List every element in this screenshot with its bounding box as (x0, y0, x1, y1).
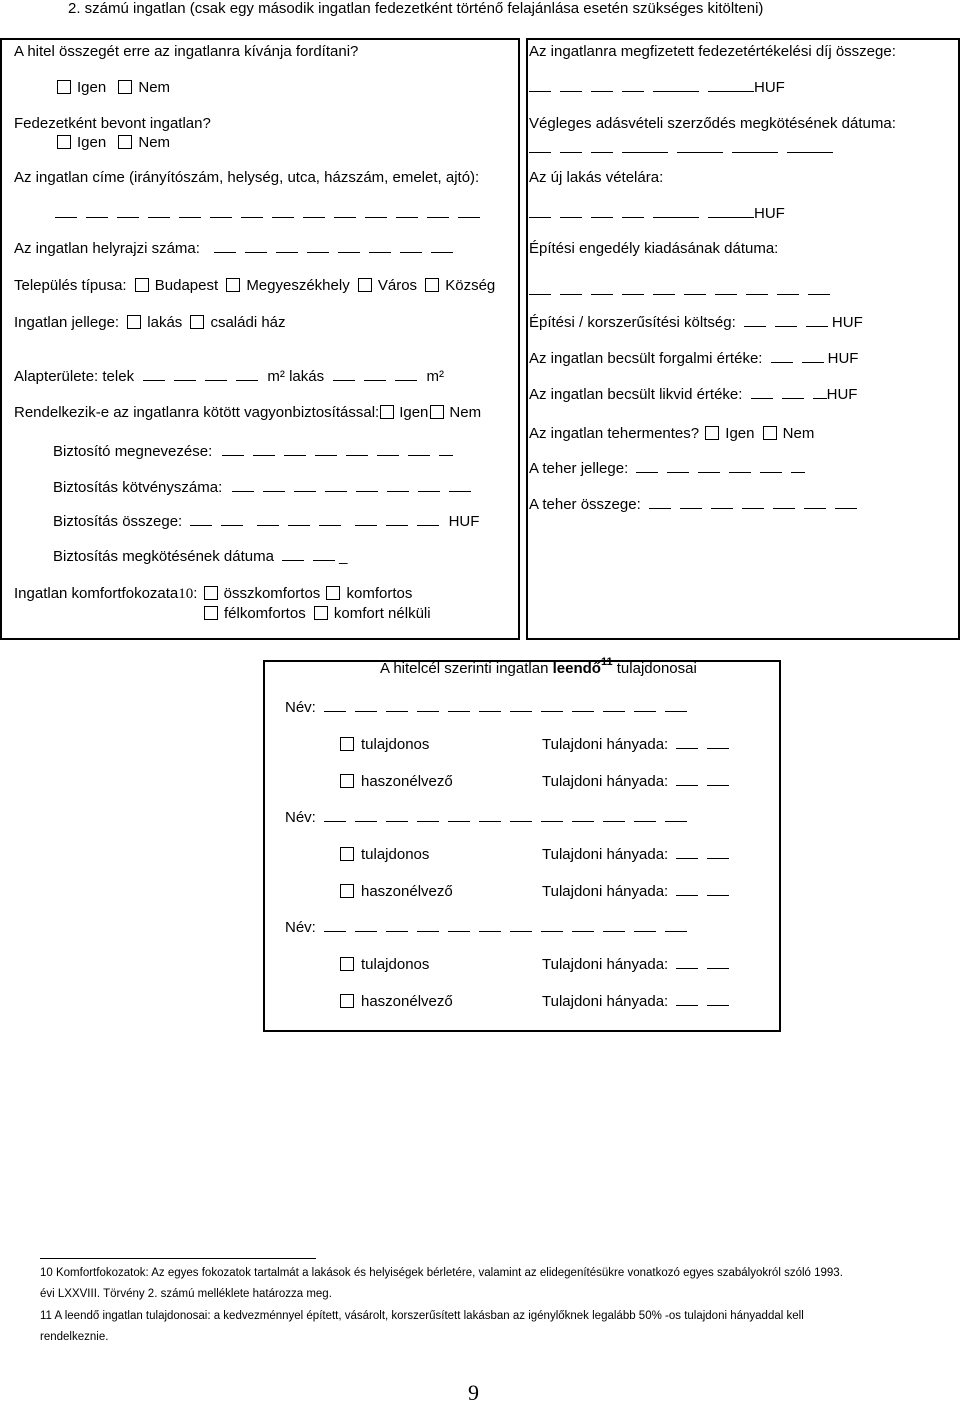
footnote-11-line1: 11 A leendő ingatlan tulajdonosai: a kedvezménnyel épített, vásárolt, korszerűsített lakásban az igénylőknek legalább 50% -os tulajdoni hányaddal kell (40, 1310, 804, 1322)
haszonelvezo-checkbox[interactable] (340, 884, 354, 898)
loan-use-question: A hitel összegét erre az ingatlanra kívánja fordítani? (14, 43, 359, 60)
share-row (542, 736, 738, 753)
igen-checkbox[interactable] (380, 405, 394, 419)
haszonelvezo-label: haszonélvező (361, 883, 453, 900)
collateral-options (57, 134, 170, 151)
ins-date-tail: _ (339, 548, 348, 565)
liquid-value-label: Az ingatlan becsült likvid értéke: (529, 386, 743, 403)
varos-label: Város (377, 277, 418, 294)
comfort-row (14, 585, 412, 603)
market-value-row (529, 350, 858, 367)
permit-date-label: Építési engedély kiadásának dátuma: (529, 240, 779, 257)
lot-number-text: Az ingatlan helyrajzi száma: (14, 240, 200, 257)
burden-amount-label: A teher összege: (529, 496, 641, 513)
settlement-type-row (14, 277, 495, 294)
csaladi-haz-checkbox[interactable] (190, 315, 204, 329)
burden-type-label: A teher jellege: (529, 460, 629, 477)
policy-row (53, 479, 480, 496)
loan-use-options (57, 79, 170, 96)
share-row (542, 773, 738, 790)
igen-label: Igen (77, 79, 107, 96)
valuation-fee-label: Az ingatlanra megfizetett fedezetértékelési díj összege: (529, 43, 896, 60)
m2-label: m² (426, 368, 444, 385)
policy-label: Biztosítás kötvényszáma: (53, 479, 223, 496)
komfort-nelkuli-label: komfort nélküli (333, 605, 431, 622)
varos-checkbox[interactable] (358, 278, 372, 292)
burden-amount-row (529, 496, 866, 513)
footnote-separator (40, 1258, 316, 1259)
ins-date-row (53, 548, 347, 565)
owner-name-row (285, 699, 696, 716)
insurer-row (53, 443, 462, 460)
megyeszekhely-checkbox[interactable] (226, 278, 240, 292)
address-blanks[interactable] (55, 205, 489, 222)
haszonelvezo-label: haszonélvező (361, 993, 453, 1010)
nature-row (14, 314, 286, 331)
settlement-type-label: Település típusa: (14, 277, 127, 294)
share-label: Tulajdoni hányada: (542, 773, 669, 790)
area-label: Alapterülete: telek (14, 368, 135, 385)
share-label: Tulajdoni hányada: (542, 883, 669, 900)
huf-label: HUF (754, 205, 785, 222)
huf-label: HUF (827, 350, 859, 367)
haszonelvezo-checkbox[interactable] (340, 774, 354, 788)
lakas-label: lakás (147, 314, 183, 331)
area-row (14, 368, 444, 385)
owners-title-post: tulajdonosai (612, 660, 697, 677)
insurer-label: Biztosító megnevezése: (53, 443, 213, 460)
komfortos-label: komfortos (346, 585, 413, 602)
liquid-value-row (529, 386, 857, 403)
contract-date-blanks[interactable] (529, 140, 842, 157)
unencumbered-row (529, 425, 814, 442)
owner-tulajdonos-row (340, 736, 429, 753)
share-label: Tulajdoni hányada: (542, 956, 669, 973)
owner-haszonelvezo-row (340, 773, 453, 790)
nem-label: Nem (782, 425, 815, 442)
lot-number-label (14, 240, 462, 257)
section-heading: 2. számú ingatlan (csak egy második ingatlan fedezetként történő felajánlása esetén szükséges kitölteni) (68, 0, 764, 17)
nature-label: Ingatlan jellege: (14, 314, 120, 331)
name-label: Név: (285, 699, 316, 716)
burden-type-row (529, 460, 814, 477)
felkomfortos-label: félkomfortos (224, 605, 306, 622)
nem-label: Nem (449, 404, 482, 421)
kozseg-checkbox[interactable] (425, 278, 439, 292)
address-label: Az ingatlan címe (irányítószám, helység, utca, házszám, emelet, ajtó): (14, 169, 480, 186)
owners-footnote-ref: 11 (600, 656, 613, 668)
tulajdonos-checkbox[interactable] (340, 737, 354, 751)
owner-haszonelvezo-row (340, 993, 453, 1010)
price-label: Az új lakás vételára: (529, 169, 664, 186)
kozseg-label: Község (445, 277, 496, 294)
comfort-colon: : (193, 585, 198, 602)
nem-checkbox[interactable] (118, 80, 132, 94)
market-value-label: Az ingatlan becsült forgalmi értéke: (529, 350, 763, 367)
nem-checkbox[interactable] (430, 405, 444, 419)
huf-label: HUF (826, 386, 858, 403)
lakas-checkbox[interactable] (127, 315, 141, 329)
igen-label: Igen (77, 134, 107, 151)
comfort-label: Ingatlan komfortfokozata (14, 585, 179, 602)
page-number: 9 (468, 1380, 479, 1405)
igen-label: Igen (399, 404, 429, 421)
felkomfortos-checkbox[interactable] (204, 606, 218, 620)
insurance-question: Rendelkezik-e az ingatlanra kötött vagyonbiztosítással: (14, 404, 380, 421)
valuation-fee-row[interactable] (529, 79, 785, 96)
igen-checkbox[interactable] (57, 80, 71, 94)
unencumbered-label: Az ingatlan tehermentes? (529, 425, 700, 442)
name-label: Név: (285, 919, 316, 936)
comfort-footnote-ref: 10 (178, 586, 194, 602)
ins-amount-label: Biztosítás összege: (53, 513, 183, 530)
footnote-10-line2: évi LXXVIII. Törvény 2. számú melléklete határozza meg. (40, 1288, 332, 1300)
insurance-row (14, 404, 481, 421)
nem-checkbox[interactable] (763, 426, 777, 440)
csaladi-haz-label: családi ház (210, 314, 286, 331)
owner-tulajdonos-row (340, 956, 429, 973)
tulajdonos-label: tulajdonos (361, 736, 430, 753)
ins-date-label: Biztosítás megkötésének dátuma (53, 548, 274, 565)
collateral-question: Fedezetként bevont ingatlan? (14, 115, 211, 132)
komfort-nelkuli-checkbox[interactable] (314, 606, 328, 620)
nem-checkbox[interactable] (118, 135, 132, 149)
share-label: Tulajdoni hányada: (542, 993, 669, 1010)
igen-checkbox[interactable] (57, 135, 71, 149)
tulajdonos-label: tulajdonos (361, 846, 430, 863)
nem-label: Nem (138, 134, 171, 151)
tulajdonos-checkbox[interactable] (340, 957, 354, 971)
osszkomfortos-checkbox[interactable] (204, 586, 218, 600)
price-row[interactable] (529, 205, 785, 222)
igen-checkbox[interactable] (705, 426, 719, 440)
haszonelvezo-label: haszonélvező (361, 773, 453, 790)
share-row (542, 883, 738, 900)
megyeszekhely-label: Megyeszékhely (246, 277, 350, 294)
owners-title-bold: leendő (552, 660, 601, 677)
owner-haszonelvezo-row (340, 883, 453, 900)
komfortos-checkbox[interactable] (326, 586, 340, 600)
share-label: Tulajdoni hányada: (542, 846, 669, 863)
m2-lakas-label: m² lakás (267, 368, 325, 385)
share-row (542, 956, 738, 973)
permit-date-blanks[interactable] (529, 282, 839, 299)
owner-tulajdonos-row (340, 846, 429, 863)
footnote-10-line1: 10 Komfortfokozatok: Az egyes fokozatok tartalmát a lakások és helyiségek bérletére, valamint az elidegenítésükre vonatkozó egyes szabályokról szóló 1993. (40, 1267, 843, 1279)
haszonelvezo-checkbox[interactable] (340, 994, 354, 1008)
huf-label: HUF (831, 314, 863, 331)
tulajdonos-checkbox[interactable] (340, 847, 354, 861)
name-label: Név: (285, 809, 316, 826)
owners-title (380, 656, 697, 677)
ins-amount-row (53, 513, 479, 530)
budapest-label: Budapest (154, 277, 219, 294)
footnote-11-line2: rendelkeznie. (40, 1331, 109, 1343)
tulajdonos-label: tulajdonos (361, 956, 430, 973)
build-cost-row (529, 314, 863, 331)
owners-title-pre: A hitelcél szerinti ingatlan (380, 660, 553, 677)
share-row (542, 846, 738, 863)
build-cost-label: Építési / korszerűsítési költség: (529, 314, 736, 331)
owner-name-row (285, 809, 696, 826)
huf-label: HUF (448, 513, 480, 530)
share-row (542, 993, 738, 1010)
share-label: Tulajdoni hányada: (542, 736, 669, 753)
budapest-checkbox[interactable] (135, 278, 149, 292)
owner-name-row (285, 919, 696, 936)
contract-date-label: Végleges adásvételi szerződés megkötésének dátuma: (529, 115, 896, 132)
osszkomfortos-label: összkomfortos (223, 585, 321, 602)
igen-label: Igen (725, 425, 755, 442)
nem-label: Nem (138, 79, 171, 96)
comfort-row-2 (204, 605, 431, 622)
huf-label: HUF (754, 79, 785, 96)
